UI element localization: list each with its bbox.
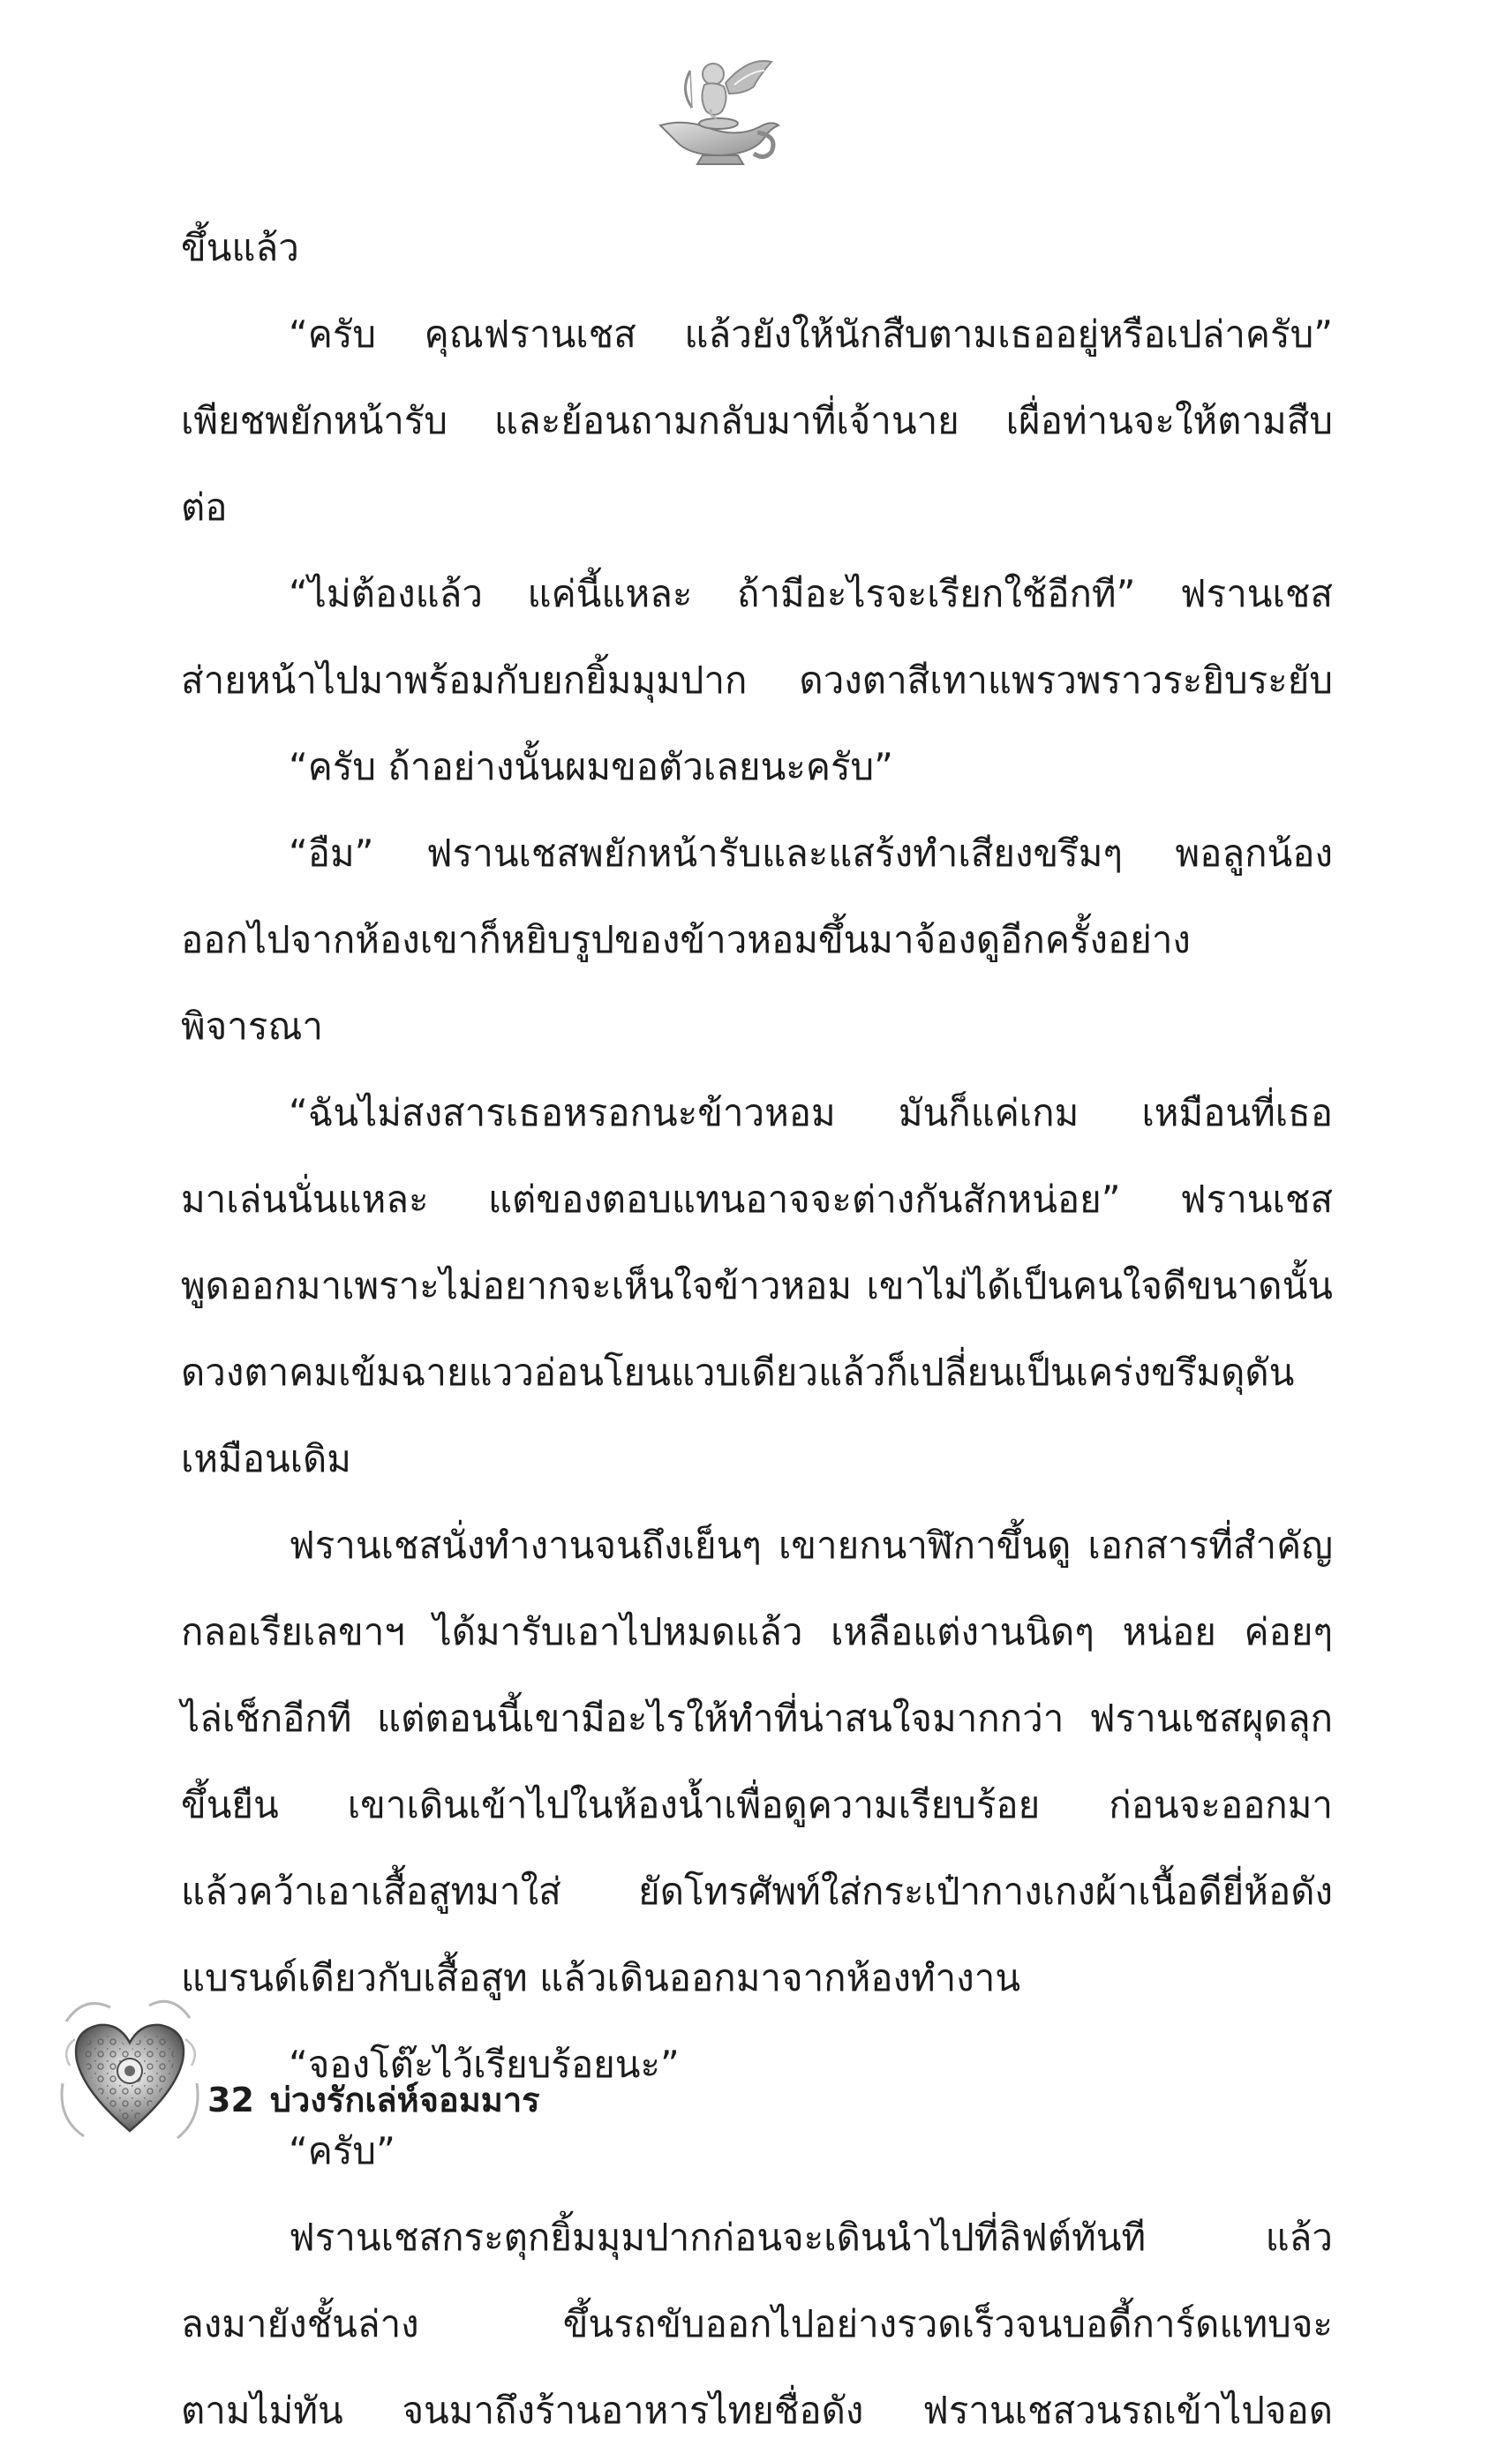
- text-line: กลอเรียเลขาฯ ได้มารับเอาไปหมดแล้ว เหลือแต่งานนิดๆ หน่อย ค่อยๆ: [181, 1610, 1333, 1653]
- text-line: พูดออกมาเพราะไม่อยากจะเห็นใจข้าวหอม เขาไม่ได้เป็นคนใจดีขนาดนั้น: [181, 1264, 1333, 1307]
- page-number: 32: [207, 2081, 254, 2119]
- text-line: ดวงตาคมเข้มฉายแววอ่อนโยนแวบเดียวแล้วก็เปลี่ยนเป็นเคร่งขรึมดุดัน: [181, 1351, 1295, 1394]
- heart-ornament-icon: [57, 1986, 203, 2145]
- page-footer: [57, 1986, 587, 2145]
- text-line: ลงมายังชั้นล่าง ขึ้นรถขับออกไปอย่างรวดเร็วจนบอดี้การ์ดแทบจะ: [181, 2302, 1333, 2345]
- text-line: “อืม” ฟรานเชสพยักหน้ารับและแสร้งทำเสียงขรึมๆ พอลูกน้อง: [289, 832, 1333, 875]
- text-line: เหมือนเดิม: [181, 1437, 351, 1480]
- text-line: ขึ้นแล้ว: [181, 226, 299, 269]
- text-line: พิจารณา: [181, 1005, 323, 1048]
- text-line: ออกไปจากห้องเขาก็หยิบรูปของข้าวหอมขึ้นมาจ้องดูอีกครั้งอย่าง: [181, 918, 1191, 961]
- footer-text: [207, 2073, 540, 2127]
- text-line: “ไม่ต้องแล้ว แค่นี้แหละ ถ้ามีอะไรจะเรียกใช้อีกที” ฟรานเชส: [289, 572, 1333, 615]
- text-line: เพียชพยักหน้ารับ และย้อนถามกลับมาที่เจ้านาย เผื่อท่านจะให้ตามสืบ: [181, 399, 1333, 442]
- text-line: ไล่เช็กอีกที แต่ตอนนี้เขามีอะไรให้ทำที่น่าสนใจมากกว่า ฟรานเชสผุดลุก: [181, 1697, 1333, 1740]
- text-line: ตามไม่ทัน จนมาถึงร้านอาหารไทยชื่อดัง ฟรานเชสวนรถเข้าไปจอด: [181, 2389, 1333, 2432]
- text-line: ต่อ: [181, 486, 228, 529]
- text-line: แบรนด์เดียวกับเสื้อสูท แล้วเดินออกมาจากห้องทำงาน: [181, 1956, 1021, 1999]
- text-line: ฟรานเชสกระตุกยิ้มมุมปากก่อนจะเดินนำไปที่ลิฟต์ทันที แล้ว: [289, 2216, 1333, 2259]
- book-title: บ่วงรักเล่ห์จอมมาร: [269, 2081, 540, 2119]
- text-line: มาเล่นนั่นแหละ แต่ของตอบแทนอาจจะต่างกันสักหน่อย” ฟรานเชส: [181, 1178, 1333, 1221]
- text-line: “ฉันไม่สงสารเธอหรอกนะข้าวหอม มันก็แค่เกม เหมือนที่เธอ: [289, 1091, 1333, 1134]
- text-line: แล้วคว้าเอาเสื้อสูทมาใส่ ยัดโทรศัพท์ใส่กระเป๋ากางเกงผ้าเนื้อดียี่ห้อดัง: [181, 1870, 1333, 1913]
- text-line: ฟรานเชสนั่งทำงานจนถึงเย็นๆ เขายกนาฬิกาขึ้นดู เอกสารที่สำคัญ: [289, 1524, 1333, 1567]
- text-line: “ครับ”: [289, 2129, 395, 2172]
- text-line: “ครับ คุณฟรานเชส แล้วยังให้นักสืบตามเธออยู่หรือเปล่าครับ”: [289, 312, 1333, 356]
- text-line: ขึ้นยืน เขาเดินเข้าไปในห้องน้ำเพื่อดูความเรียบร้อย ก่อนจะออกมา: [181, 1783, 1333, 1826]
- genie-lamp-icon: [650, 44, 782, 168]
- text-line: “จองโต๊ะไว้เรียบร้อยนะ”: [289, 2043, 680, 2086]
- text-line: “ครับ ถ้าอย่างนั้นผมขอตัวเลยนะครับ”: [289, 745, 893, 788]
- text-line: ส่ายหน้าไปมาพร้อมกับยกยิ้มมุมปาก ดวงตาสีเทาแพรวพราวระยิบระยับ: [181, 659, 1333, 702]
